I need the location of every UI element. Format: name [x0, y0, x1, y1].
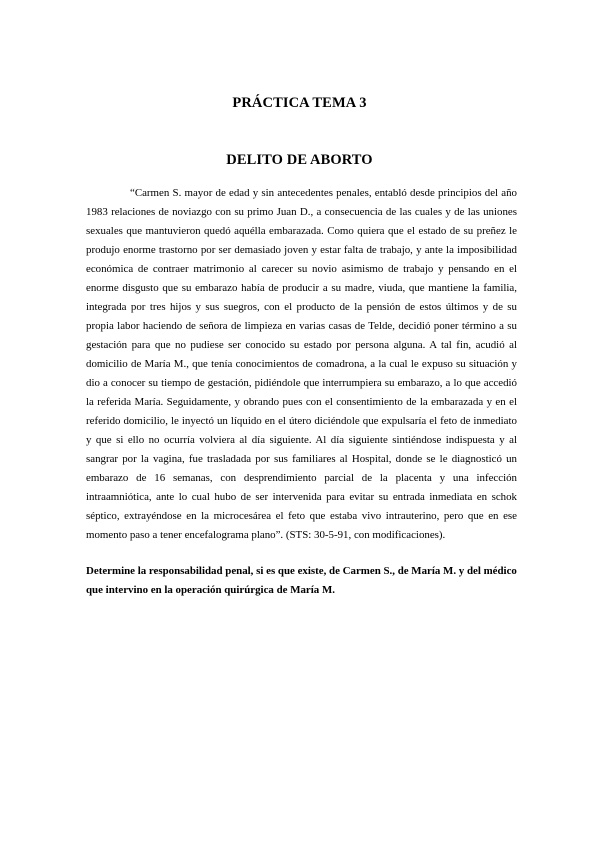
document-title: PRÁCTICA TEMA 3: [232, 95, 367, 111]
question-paragraph: Determine la responsabilidad penal, si es que existe, de Carmen S., de María M. y del médico que intervino en la operación quirúrgica de María M.: [86, 565, 517, 596]
case-paragraph: “Carmen S. mayor de edad y sin antecedentes penales, entabló desde principios del año 1983 relaciones de noviazgo con su primo Juan D., a consecuencia de las cuales y de las uniones sexuales que mantuvieron quedó aquélla embarazada. Como quiera que el estado de su preñez le produjo enorme trastorno por ser demasiado joven y estar falta de trabajo, y ante la imposibilidad económica de contraer matrimonio al carecer su novio asimismo de trabajo y pensando en el enorme disgusto que su embarazo había de producir a su madre, viuda, que mantiene la familia, integrada por tres hijos y sus suegros, con el producto de la pensión de estos últimos y de su propia labor haciendo de señora de limpieza en varias casas de Telde, decidió poner término a su gestación para que no pudiese ser conocido su estado por persona alguna. A tal fin, acudió al domicilio de María M., que tenía conocimientos de comadrona, a la cual le expuso su situación y dio a conocer su tiempo de gestación, pidiéndole que interrumpiera su embarazo, a lo que accedió la referida María. Seguidamente, y obrando pues con el consentimiento de la embarazada y en el referido domicilio, le inyectó un líquido en el útero diciéndole que expulsaría el feto de inmediato y que si ello no ocurría volviera al día siguiente. Al día siguiente sintiéndose indispuesta y al sangrar por la vagina, fue trasladada por sus familiares al Hospital, donde se le diagnosticó un embarazo de 16 semanas, con desprendimiento parcial de la placenta y una infección intraamniótica, ante lo cual hubo de ser intervenida para evitar su entrada inmediata en schok séptico, extrayéndose en la microcesárea el feto que estaba vivo intrauterino, pero que en ese momento paso a tener encefalograma plano”. (STS: 30-5-91, con modificaciones).: [86, 187, 517, 541]
document-subtitle: DELITO DE ABORTO: [226, 152, 373, 168]
